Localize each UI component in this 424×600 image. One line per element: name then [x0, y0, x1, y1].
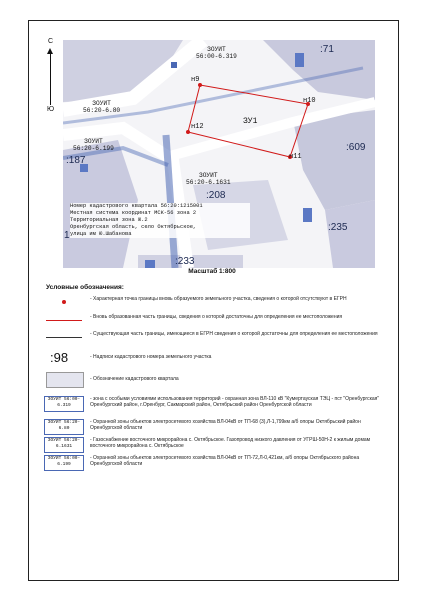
legend-symbol-point — [44, 296, 84, 308]
parcel-number: :71 — [320, 44, 334, 55]
legend-item — [44, 349, 384, 369]
parcel-area — [325, 200, 375, 268]
red-line-icon — [46, 320, 82, 321]
point-label-n10: н10 — [303, 97, 316, 105]
parcel-number: :187 — [66, 155, 86, 166]
side-mark: 1 — [64, 230, 70, 241]
zone-label-61631 — [186, 172, 231, 186]
legend-item — [44, 370, 384, 390]
legend-item — [44, 331, 384, 347]
zone-label-line1: ЗОУИТ — [198, 172, 218, 179]
parcel-number: :609 — [346, 142, 366, 153]
zone-label-680 — [83, 100, 120, 114]
zone-code-sample: ЗОУИТ 56:20-6.1631 — [47, 438, 81, 449]
zone-marker — [145, 260, 155, 268]
legend-symbol-new-boundary — [44, 314, 84, 326]
legend-symbol-quarter — [44, 370, 84, 390]
zone-label-line1: ЗОУИТ — [207, 46, 226, 53]
boundary-point — [186, 130, 190, 134]
quarter-swatch-icon — [46, 372, 84, 388]
legend-item — [44, 396, 384, 416]
compass-arrow — [50, 50, 51, 105]
zone-code-sample: ЗОУИТ 56:20-6.80 — [47, 420, 81, 431]
zone-label-line1: ЗОУИТ — [92, 100, 111, 107]
zone-marker — [171, 62, 177, 68]
plot-label: ЗУ1 — [243, 117, 258, 126]
zone-label-line2: 56:00-6.319 — [196, 53, 237, 60]
legend-text: - Газоснабжение восточного микрорайона с. Октябрьское. Газопровод низкого давления от УГРШ-50Н-2 к жилым домам восточного микрорайона с. Октябрьское — [90, 437, 371, 450]
legend-text: - Охранной зоны объектов электросетевого хозяйства ВЛ-04кВ от ТП-72,Л-0,421км, а/б опоры Октябрьского района Оренбургской области — [90, 455, 360, 468]
point-label-n11: н11 — [289, 153, 302, 161]
zone-code-sample: ЗОУИТ 56:00-6.199 — [47, 456, 81, 467]
legend-text: - Надписи кадастрового номера земельного участка — [90, 354, 212, 360]
legend-item — [44, 437, 384, 453]
point-label-n12: н12 — [191, 123, 204, 131]
legend-item — [44, 314, 384, 330]
info-line: Оренбургская область, село Октябрьское, — [70, 224, 197, 230]
zone-code-sample: ЗОУИТ 56:00-6.319 — [47, 397, 81, 408]
legend-text: - зона с особыми условиями использования территорий - охранная зона ВЛ-110 кВ "Кумертауская ТЭЦ - пст "Оренбургская" Оренбургский район, г.Оренбург, Сакмарский район, Октябрьский район Оренбургской области — [90, 396, 380, 409]
zone-label-line2: 56:20-6.1631 — [186, 179, 231, 186]
legend-item — [44, 296, 384, 312]
legend-item — [44, 455, 384, 471]
legend-text: - Существующая часть границы, имеющиеся в ЕГРН сведения о которой достаточны для определения ее местоположения — [90, 331, 378, 337]
parcel-area — [293, 110, 375, 210]
point-label-n9: н9 — [191, 76, 200, 84]
map-info-block — [70, 203, 250, 238]
compass-south-label: Ю — [47, 106, 55, 113]
info-line: Территориальная зона Ж.2 — [70, 217, 148, 223]
info-line: Местная система координат МСК-56 зона 2 — [70, 210, 197, 216]
legend-text: - Характерная точка границы вновь образуемого земельного участка, сведения о которой отсутствуют в ЕГРН — [90, 296, 347, 302]
legend-symbol-existing-boundary — [44, 331, 84, 343]
legend-text: - Охранной зоны объектов электросетевого хозяйства ВЛ-04кВ от ТП-68 (3),Л-1,799км а/б опоры Октябрьский район Оренбургской области — [90, 419, 361, 432]
zone-marker — [295, 53, 304, 67]
zone-label-6319 — [196, 46, 237, 60]
zone-marker — [303, 208, 312, 222]
parcel-number: :235 — [328, 222, 348, 233]
map-scale: Масштаб 1:800 — [188, 268, 236, 275]
zone-label-line1: ЗОУИТ — [84, 138, 103, 145]
red-point-icon — [62, 300, 66, 304]
compass-north-label: С — [48, 38, 54, 45]
parcel-number: :208 — [206, 190, 226, 201]
legend-symbol-zone — [44, 437, 84, 453]
legend-item — [44, 419, 384, 435]
zone-label-line2: 56:20-6.80 — [83, 107, 121, 114]
compass-arrow-head — [47, 48, 53, 54]
zone-label-line2: 56:20-6.199 — [73, 145, 114, 152]
legend-symbol-zone — [44, 396, 84, 412]
parcel-number-sample: :98 — [50, 350, 69, 365]
black-line-icon — [46, 337, 82, 338]
legend-symbol-parcel-number — [44, 349, 84, 369]
legend-title: Условные обозначения: — [46, 284, 124, 291]
legend-text: - Обозначение кадастрового квартала — [90, 376, 179, 382]
parcel-number: :233 — [175, 256, 195, 267]
legend-symbol-zone — [44, 419, 84, 435]
legend-text: - Вновь образованная часть границы, сведения о которой достаточны для определения ее местоположения — [90, 314, 343, 320]
legend-symbol-zone — [44, 455, 84, 471]
info-line: Номер кадастрового квартала 56:20:1215001 — [70, 203, 203, 209]
info-line: улица им Ю.Шабанова — [70, 231, 132, 237]
zone-label-6199 — [73, 138, 114, 152]
